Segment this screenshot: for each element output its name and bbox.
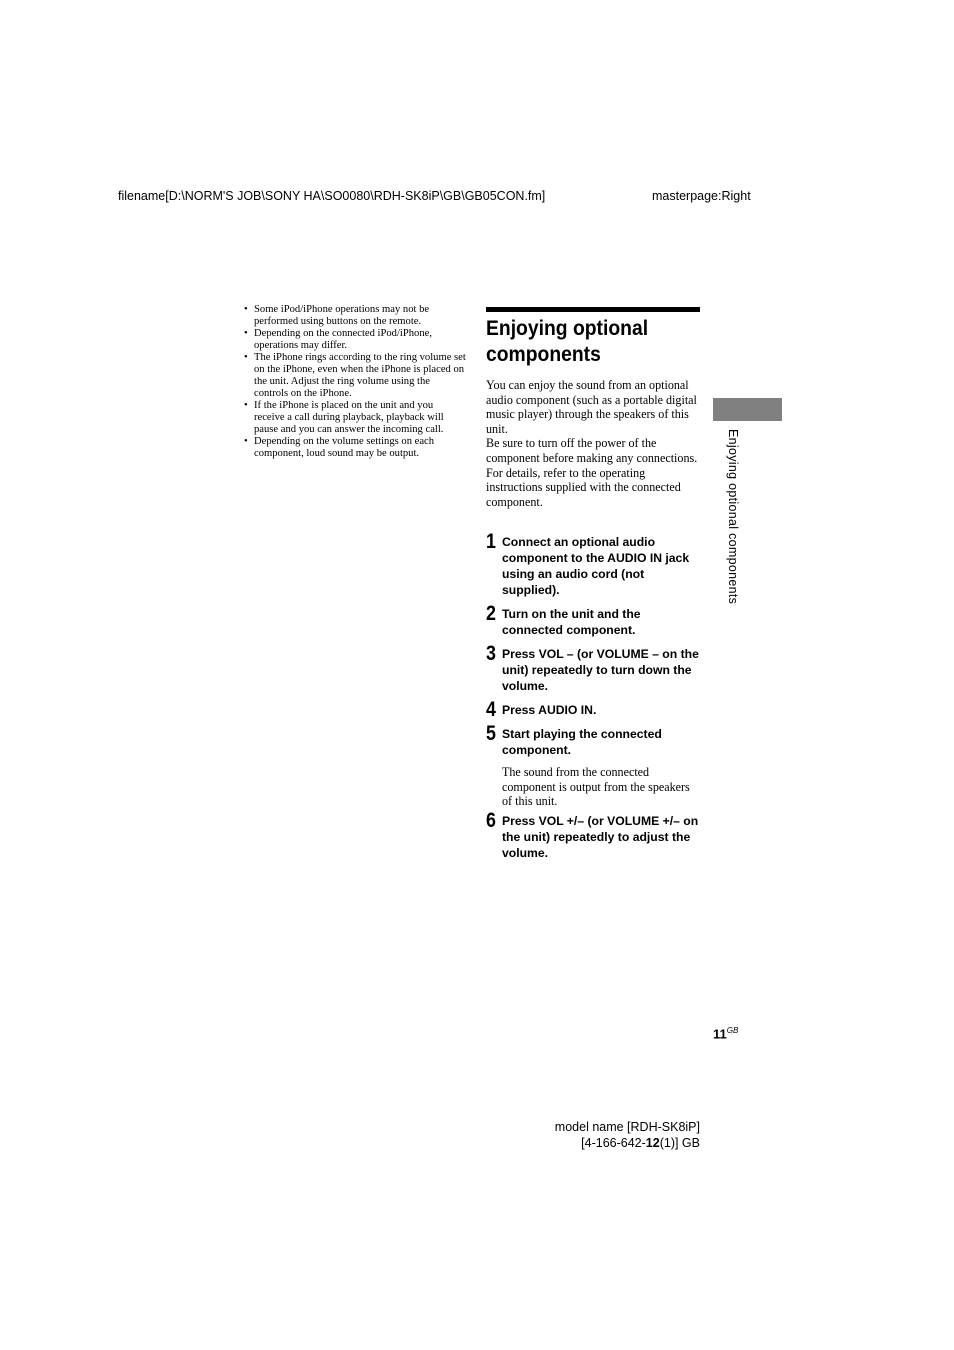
step-4 — [486, 700, 700, 720]
section-rule — [486, 307, 700, 312]
side-tab-label: Enjoying optional components — [726, 429, 740, 605]
footer-model-name: model name [RDH-SK8iP] — [554, 1120, 700, 1134]
page-number-suffix: GB — [726, 1026, 739, 1035]
footer-model-code — [500, 1135, 700, 1151]
page-number — [713, 1026, 738, 1041]
step-text: Press VOL +/– (or VOLUME +/– on the unit) repeatedly to adjust the volume. — [502, 814, 699, 860]
footer-code-suffix: (1)] GB — [659, 1136, 700, 1150]
intro-paragraph: For details, refer to the operating instructions supplied with the connected component. — [486, 465, 681, 509]
step-number: 4 — [486, 698, 496, 721]
step-2 — [486, 604, 700, 638]
note-item: • Some iPod/iPhone operations may not be performed using buttons on the remote. — [244, 304, 466, 328]
step-text: Press AUDIO IN. — [502, 703, 597, 717]
step-number: 1 — [486, 530, 496, 553]
step-5 — [486, 724, 700, 758]
header-masterpage: masterpage:Right — [652, 189, 751, 203]
step-number: 5 — [486, 722, 496, 745]
step-6 — [486, 811, 700, 861]
notes-list — [244, 304, 466, 460]
step-text: Connect an optional audio component to the AUDIO IN jack using an audio cord (not supplied). — [502, 535, 690, 597]
note-item: • Depending on the connected iPod/iPhone, operations may differ. — [244, 328, 466, 352]
section-title: Enjoying optional components — [486, 317, 649, 366]
step-1 — [486, 532, 700, 598]
intro-paragraph: You can enjoy the sound from an optional audio component (such as a portable digital music player) through the speakers of this unit. — [486, 378, 697, 436]
page-number-value: 11 — [713, 1026, 727, 1042]
step-text: Press VOL – (or VOLUME – on the unit) repeatedly to turn down the volume. — [502, 647, 699, 693]
step-text: Turn on the unit and the connected component. — [502, 607, 641, 637]
header-filename: filename[D:\NORM'S JOB\SONY HA\SO0080\RDH-SK8iP\GB\GB05CON.fm] — [118, 189, 546, 203]
side-tab-bar — [713, 398, 782, 421]
step-number: 2 — [486, 602, 496, 625]
footer-code-bold: 12 — [645, 1136, 660, 1150]
note-item: • If the iPhone is placed on the unit and you receive a call during playback, playback will pause and you can answer the incoming call. — [244, 400, 466, 436]
step-3 — [486, 644, 700, 694]
step-number: 6 — [486, 809, 496, 832]
footer-code-prefix: [4-166-642- — [581, 1136, 646, 1150]
note-item: • The iPhone rings according to the ring volume set on the iPhone, even when the iPhone is placed on the unit. Adjust the ring volume using the controls on the iPhone. — [244, 352, 466, 400]
step-number: 3 — [486, 642, 496, 665]
step-5-note: The sound from the connected component is output from the speakers of this unit. — [502, 765, 690, 809]
note-item: • Depending on the volume settings on each component, loud sound may be output. — [244, 436, 466, 460]
section-intro — [486, 378, 700, 509]
step-text: Start playing the connected component. — [502, 727, 662, 757]
intro-paragraph: Be sure to turn off the power of the component before making any connections. — [486, 436, 698, 465]
